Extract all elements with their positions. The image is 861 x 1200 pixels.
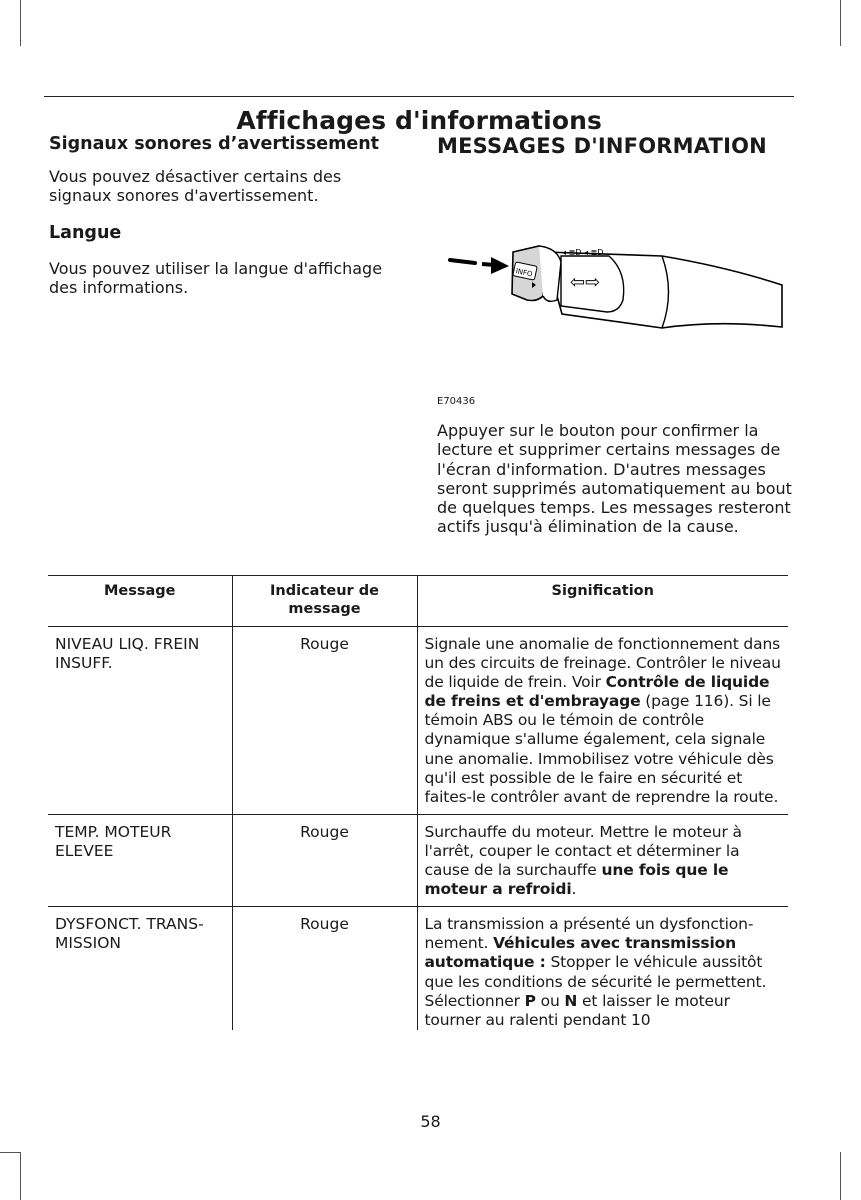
indicator-cell: Rouge	[232, 814, 417, 906]
page-number: 58	[420, 1112, 441, 1131]
arrow-line	[450, 260, 475, 263]
cross-reference-link[interactable]: Contrôle de liquide de freins et d'embrayage	[424, 673, 770, 711]
meaning-bold-text: une fois que le moteur a refroidi	[424, 861, 729, 899]
direction-arrows-icon: ⇦⇨	[570, 272, 601, 293]
meaning-cell	[417, 907, 788, 1030]
left-column	[49, 132, 401, 297]
crop-mark	[840, 1152, 841, 1200]
meaning-text: .	[571, 880, 577, 899]
section-heading-warning-chimes: Signaux sonores d’avertissement	[49, 134, 380, 154]
column-header-message: Message	[48, 576, 232, 627]
message-cell: TEMP. MOTEUR ELEVEE	[48, 814, 232, 906]
arrow-head	[491, 257, 509, 274]
meaning-bold-text: Véhicules avec transmission automatique :	[424, 934, 737, 972]
stalk-drawing	[437, 222, 797, 352]
table-row	[48, 627, 788, 815]
info-button-illustration	[437, 222, 797, 352]
column-header-meaning: Signification	[417, 576, 788, 627]
info-button-label: INFO	[514, 267, 534, 279]
meaning-text: Stopper le véhicule aussitôt que les conditions de sécurité le permettent. Sélectionner	[424, 953, 767, 1010]
figure-code: E70436	[437, 396, 476, 407]
crop-mark	[0, 1152, 20, 1153]
right-column	[437, 132, 792, 160]
headlamp-symbols-icon: ◂ ≣D ◂ ≣D	[562, 248, 604, 257]
meaning-cell	[417, 627, 788, 815]
meaning-text: Surchauffe du moteur. Mettre le moteur à l'arrêt, couper le contact et déterminer la cause de la surchauffe	[424, 822, 742, 880]
meaning-text: La transmission a présenté un dysfonctionnement.	[424, 915, 754, 953]
table-row	[48, 814, 788, 906]
information-messages-table	[48, 575, 788, 1030]
indicator-cell: Rouge	[232, 627, 417, 815]
crop-mark	[20, 1152, 21, 1200]
crop-mark	[20, 0, 21, 46]
message-cell: DYSFONCT. TRANSMISSION	[55, 915, 204, 953]
info-messages-description: Appuyer sur le bouton pour confirmer la lecture et supprimer certains messages de l'écran d'information. D'autres messages seront supprimés automatiquement au bout de quelques temps. Les messages resteront actifs jusqu'à élimination de la cause.	[437, 421, 792, 537]
meaning-text: et laisser le moteur tourner au ralenti pendant 10	[424, 991, 730, 1029]
title-divider	[44, 96, 794, 97]
section-heading-info-messages: MESSAGES D'INFORMATION	[437, 134, 767, 158]
meaning-text: Signale une anomalie de fonctionnement dans un des circuits de freinage. Contrôler le niveau de liquide de frein. Voir	[424, 635, 781, 692]
section-heading-language: Langue	[49, 222, 122, 243]
section-text-language: Vous pouvez utiliser la langue d'affichage des informations.	[49, 258, 383, 297]
meaning-cell	[417, 814, 788, 906]
column-header-indicator: Indicateur de message	[232, 576, 417, 627]
meaning-text: (page 116). Si le témoin ABS ou le témoin de contrôle dynamique s'allume également, cela signale une anomalie. Immobilisez votre véhicule dès qu'il est possible de le faire en sécurité et faites-le contrôler avant de reprendre la route.	[424, 692, 779, 806]
meaning-text: ou	[535, 991, 565, 1010]
page-title: Affichages d'informations	[236, 106, 602, 135]
meaning-bold-text: P	[524, 991, 536, 1010]
section-text-warning-chimes: Vous pouvez désactiver certains des signaux sonores d'avertissement.	[49, 167, 342, 206]
meaning-bold-text: N	[564, 991, 578, 1010]
table-row	[48, 907, 788, 1030]
crop-mark	[840, 0, 841, 46]
table-header-row	[48, 576, 788, 627]
indicator-cell: Rouge	[232, 907, 417, 1030]
message-cell: NIVEAU LIQ. FREIN INSUFF.	[48, 627, 232, 815]
